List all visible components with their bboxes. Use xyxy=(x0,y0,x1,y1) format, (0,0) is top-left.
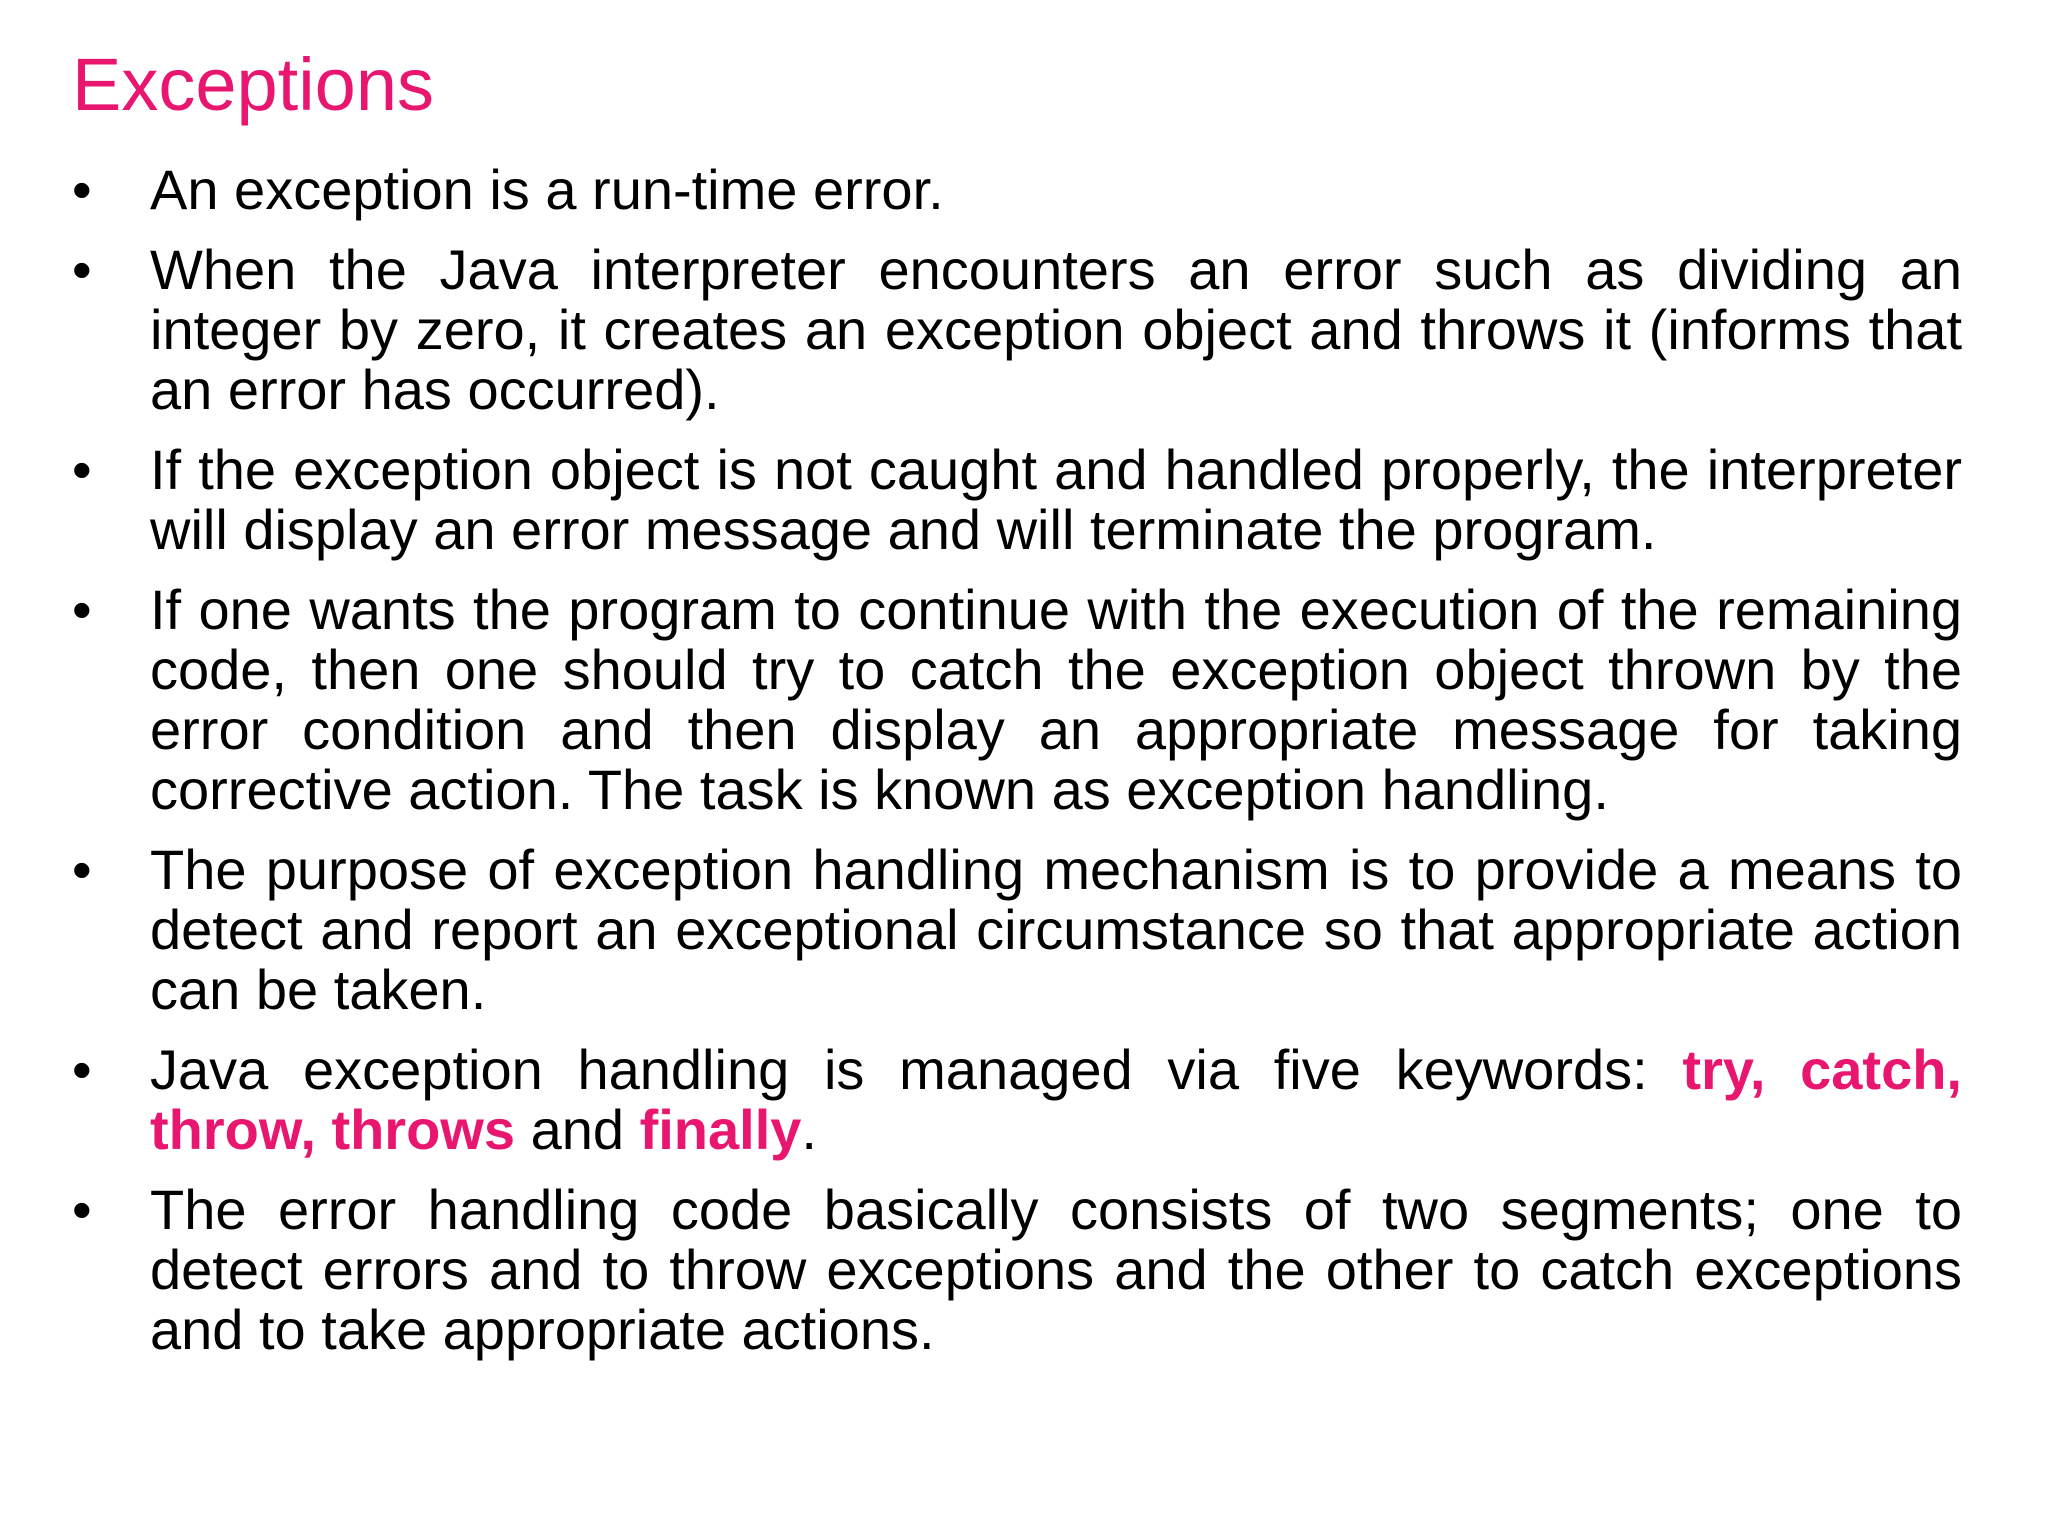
bullet-text: When the Java interpreter encounters an error such as dividing an integer by zero, it creates an exception object and throws it (informs that an error has occurred). xyxy=(150,238,1962,421)
list-item xyxy=(72,240,1992,420)
bullet-text: If the exception object is not caught and handled properly, the interpreter will display an error message and will terminate the program. xyxy=(150,438,1962,561)
bullet-icon: • xyxy=(72,578,92,641)
bullet-icon: • xyxy=(72,438,92,501)
bullet-icon: • xyxy=(72,1038,92,1101)
bullet-icon: • xyxy=(72,238,92,301)
bullet-list xyxy=(72,160,1992,1360)
bullet-icon: • xyxy=(72,1178,92,1241)
bullet-text xyxy=(150,1040,1992,1160)
list-item xyxy=(72,580,1992,820)
keyword-finally: finally xyxy=(639,1098,802,1161)
bullet-text: An exception is a run-time error. xyxy=(150,158,944,221)
list-item xyxy=(72,160,1992,220)
keywords-period: . xyxy=(801,1098,817,1161)
bullet-icon: • xyxy=(72,158,92,221)
list-item xyxy=(72,1040,1992,1160)
bullet-text: The purpose of exception handling mechanism is to provide a means to detect and report an exceptional circumstance so that appropriate action can be taken. xyxy=(150,838,1962,1021)
list-item xyxy=(72,840,1992,1020)
keywords-highlight: try, catch, throw, throws xyxy=(150,1038,1962,1161)
list-item xyxy=(72,1180,1992,1360)
keywords-intro: Java exception handling is managed via five keywords: xyxy=(150,1038,1683,1101)
bullet-text: The error handling code basically consists of two segments; one to detect errors and to throw exceptions and the other to catch exceptions and to take appropriate actions. xyxy=(150,1178,1962,1361)
keywords-and: and xyxy=(515,1098,640,1161)
slide-title: Exceptions xyxy=(72,43,434,126)
bullet-icon: • xyxy=(72,838,92,901)
bullet-text: If one wants the program to continue with the execution of the remaining code, then one should try to catch the exception object thrown by the error condition and then display an appropriate message for taking corrective action. The task is known as exception handling. xyxy=(150,578,1962,821)
list-item xyxy=(72,440,1992,560)
